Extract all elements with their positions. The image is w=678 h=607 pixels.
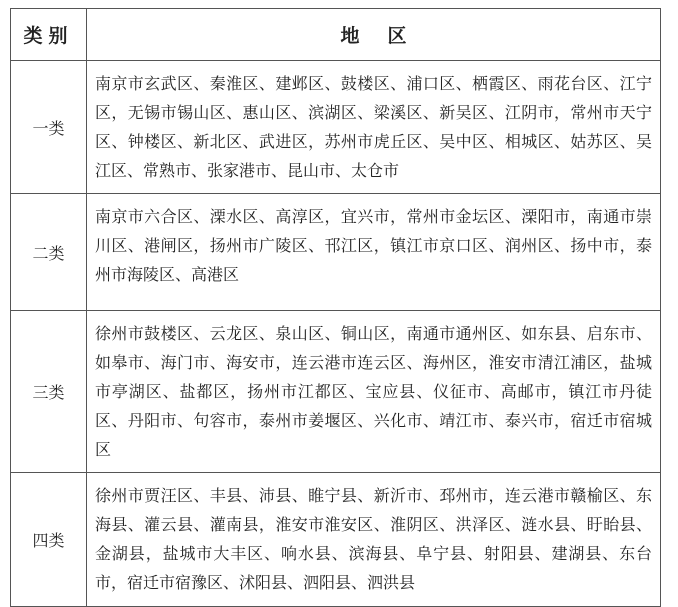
category-column-header: 类别 [11,9,87,61]
category-cell: 三类 [11,311,87,473]
regions-cell: 徐州市鼓楼区、云龙区、泉山区、铜山区，南通市通州区、如东县、启东市、如皋市、海门市、海安市，连云港市连云区、海州区，淮安市清江浦区，盐城市亭湖区、盐都区，扬州市江都区、宝应县、仪征市、高邮市，镇江市丹徒区、丹阳市、句容市，泰州市姜堰区、兴化市、靖江市、泰兴市，宿迁市宿城区 [87,311,661,473]
table-header-row [11,9,661,61]
region-category-table [10,8,661,607]
table-row [11,311,661,473]
regions-cell: 南京市玄武区、秦淮区、建邺区、鼓楼区、浦口区、栖霞区、雨花台区、江宁区，无锡市锡山区、惠山区、滨湖区、梁溪区、新吴区、江阴市，常州市天宁区、钟楼区、新北区、武进区，苏州市虎丘区、吴中区、相城区、姑苏区、吴江区、常熟市、张家港市、昆山市、太仓市 [87,61,661,194]
regions-cell: 南京市六合区、溧水区、高淳区，宜兴市，常州市金坛区、溧阳市，南通市崇川区、港闸区，扬州市广陵区、邗江区，镇江市京口区、润州区、扬中市，泰州市海陵区、高港区 [87,194,661,311]
region-column-header: 地区 [87,9,661,61]
table-row [11,473,661,607]
table-row [11,194,661,311]
category-cell: 一类 [11,61,87,194]
category-cell: 四类 [11,473,87,607]
table-row [11,61,661,194]
category-cell: 二类 [11,194,87,311]
regions-cell: 徐州市贾汪区、丰县、沛县、睢宁县、新沂市、邳州市，连云港市赣榆区、东海县、灌云县、灌南县，淮安市淮安区、淮阴区、洪泽区、涟水县、盱眙县、金湖县，盐城市大丰区、响水县、滨海县、阜宁县、射阳县、建湖县、东台市，宿迁市宿豫区、沭阳县、泗阳县、泗洪县 [87,473,661,607]
